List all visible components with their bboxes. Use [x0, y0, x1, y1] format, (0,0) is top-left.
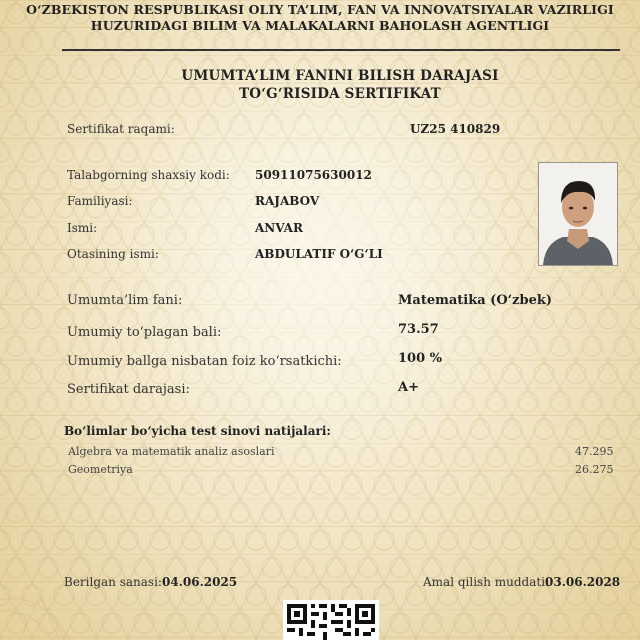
percent-label: Umumiy ballga nisbatan foiz ko‘rsatkichi: — [67, 354, 342, 369]
portrait-photo-icon — [538, 162, 618, 266]
sections-heading: Bo‘limlar bo‘yicha test sinovi natijalari: — [64, 424, 331, 438]
total-score-value: 73.57 — [398, 322, 439, 337]
personal-id-value: 50911075630012 — [255, 168, 372, 182]
subject-value: Matematika (O‘zbek) — [398, 293, 553, 308]
surname-label: Familiyasi: — [67, 194, 133, 208]
qr-code-icon — [283, 600, 379, 640]
surname-value: RAJABOV — [255, 194, 320, 208]
certificate-title-line2: TO‘G‘RISIDA SERTIFIKAT — [239, 86, 441, 102]
issued-label: Berilgan sanasi: — [64, 575, 162, 589]
header-divider — [62, 49, 620, 51]
section-score: 26.275 — [575, 463, 614, 476]
certificate-number-label: Sertifikat raqami: — [67, 122, 175, 136]
level-label: Sertifikat darajasi: — [67, 382, 190, 397]
subject-label: Umumta’lim fani: — [67, 293, 183, 308]
valid-until-date: 03.06.2028 — [545, 575, 621, 589]
level-value: A+ — [398, 380, 419, 395]
section-score: 47.295 — [575, 445, 614, 458]
certificate-title-line1: UMUMTA’LIM FANINI BILISH DARAJASI — [181, 68, 499, 84]
percent-value: 100 % — [398, 351, 443, 366]
patronymic-label: Otasining ismi: — [67, 247, 159, 261]
section-name: Geometriya — [68, 463, 133, 476]
first-name-label: Ismi: — [67, 221, 98, 235]
first-name-value: ANVAR — [255, 221, 303, 235]
valid-until-label: Amal qilish muddati: — [423, 575, 550, 589]
certificate-number-value: UZ25 410829 — [410, 122, 501, 136]
personal-id-label: Talabgorning shaxsiy kodi: — [67, 168, 230, 182]
section-name: Algebra va matematik analiz asoslari — [68, 445, 275, 458]
patronymic-value: ABDULATIF O‘G‘LI — [255, 247, 383, 261]
issued-date: 04.06.2025 — [162, 575, 238, 589]
header-agency: HUZURIDAGI BILIM VA MALAKALARNI BAHOLASH AGENTLIGI — [90, 18, 550, 33]
header-ministry: O‘ZBEKISTON RESPUBLIKASI OLIY TA’LIM, FAN VA INNOVATSIYALAR VAZIRLIGI — [26, 2, 614, 17]
total-score-label: Umumiy to‘plagan bali: — [67, 325, 222, 340]
